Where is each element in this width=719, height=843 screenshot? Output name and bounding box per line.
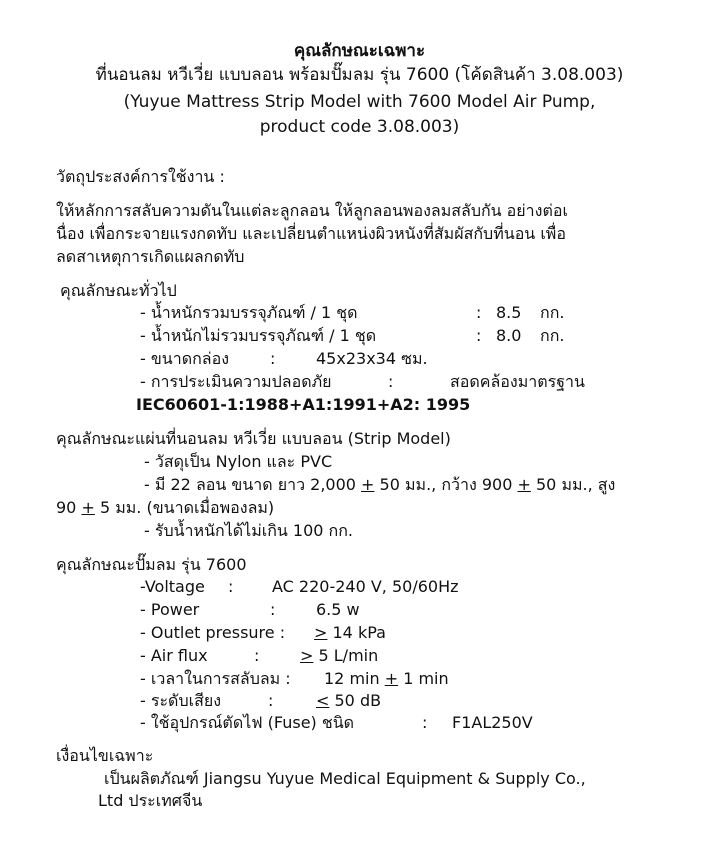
mattress-heading: คุณลักษณะแผ่นที่นอนลม หวีเวี่ย แบบลอน (Strip Model) [56,429,451,448]
pressure-label: - Outlet pressure : [140,623,286,642]
purpose-line: ลดสาเหตุการเกิดแผลกดทับ [56,247,245,266]
doc-title: คุณลักษณะเฉพาะ [293,41,426,61]
net-weight-unit: กก. [540,326,565,345]
noise-amount: 50 dB [329,691,382,710]
size-text: 50 มม., กว้าง 900 [374,475,518,494]
voltage-colon: : [228,577,234,596]
box-size-value: 45x23x34 ซม. [316,349,428,368]
net-weight-value: 8.0 [496,326,522,345]
cycle-time-value [324,668,449,690]
conditions-line: เป็นผลิตภัณฑ์ Jiangsu Yuyue Medical Equipment & Supply Co., [104,769,586,788]
safety-colon: : [388,372,394,391]
fuse-value: F1AL250V [452,713,533,732]
mattress-size-line2 [56,497,274,519]
plus-minus-symbol: + [81,498,95,517]
size-text: 50 มม., สูง [530,475,616,494]
noise-label: - ระดับเสียง [140,691,222,710]
cycle-text: 12 min [324,669,385,688]
voltage-label: -Voltage [140,577,205,596]
mattress-size-line1 [144,474,615,496]
noise-colon: : [268,691,274,710]
safety-label: - การประเมินความปลอดภัย [140,372,332,391]
net-weight-colon: : [476,326,482,345]
cycle-text: 1 min [398,669,449,688]
fuse-colon: : [422,713,428,732]
safety-standard: IEC60601-1:1988+A1:1991+A2: 1995 [136,395,471,414]
doc-product-code: product code 3.08.003) [259,117,460,137]
air-flux-colon: : [254,646,260,665]
pump-heading: คุณลักษณะปั๊มลม รุ่น 7600 [56,555,247,574]
cycle-time-label: - เวลาในการสลับลม : [140,669,291,688]
mattress-material: - วัสดุเป็น Nylon และ PVC [144,452,333,471]
box-size-label: - ขนาดกล่อง [140,349,230,368]
power-label: - Power [140,600,200,619]
mattress-load: - รับน้ำหนักได้ไม่เกิน 100 กก. [144,521,353,540]
purpose-line: ให้หลักการสลับความดันในแต่ละลูกลอน ให้ลูกลอนพองลมสลับกัน อย่างต่อเ [56,201,568,220]
safety-value: สอดคล้องมาตรฐาน [450,372,585,391]
power-colon: : [270,600,276,619]
power-value: 6.5 w [316,600,360,619]
size-text: 90 [56,498,82,517]
gross-weight-label: - น้ำหนักรวมบรรจุภัณฑ์ / 1 ชุด [140,303,358,322]
size-text: 5 มม. (ขนาดเมื่อพองลม) [94,498,275,517]
fuse-label: - ใช้อุปกรณ์ตัดไฟ (Fuse) ชนิด [140,713,355,732]
general-heading: คุณลักษณะทั่วไป [60,281,177,300]
voltage-value: AC 220-240 V, 50/60Hz [272,577,459,596]
size-text: - มี 22 ลอน ขนาด ยาว 2,000 [144,475,362,494]
gross-weight-unit: กก. [540,303,565,322]
air-flux-value [300,645,378,667]
greater-equal-symbol: > [300,646,314,665]
purpose-heading: วัตถุประสงค์การใช้งาน : [56,167,225,186]
air-flux-amount: 5 L/min [313,646,379,665]
purpose-line: นื่อง เพื่อกระจายแรงกดทับ และเปลี่ยนตำแหน่งผิวหนังที่สัมผัสกับที่นอน เพื่อ [56,224,566,243]
pressure-amount: 14 kPa [327,623,386,642]
air-flux-label: - Air flux [140,646,208,665]
noise-value [316,690,381,712]
less-equal-symbol: < [316,691,330,710]
doc-subtitle-thai: ที่นอนลม หวีเวี่ย แบบลอน พร้อมปั๊มลม รุ่น 7600 (โค้ดสินค้า 3.08.003) [95,65,624,85]
conditions-line: Ltd ประเทศจีน [98,791,203,810]
gross-weight-value: 8.5 [496,303,522,322]
plus-minus-symbol: + [361,475,375,494]
plus-minus-symbol: + [517,475,531,494]
greater-equal-symbol: > [314,623,328,642]
box-size-colon: : [270,349,276,368]
pressure-value [314,622,386,644]
gross-weight-colon: : [476,303,482,322]
net-weight-label: - น้ำหนักไม่รวมบรรจุภัณฑ์ / 1 ชุด [140,326,377,345]
doc-subtitle-english: (Yuyue Mattress Strip Model with 7600 Model Air Pump, [123,92,596,112]
plus-minus-symbol: + [384,669,399,688]
conditions-heading: เงื่อนไขเฉพาะ [56,746,154,765]
